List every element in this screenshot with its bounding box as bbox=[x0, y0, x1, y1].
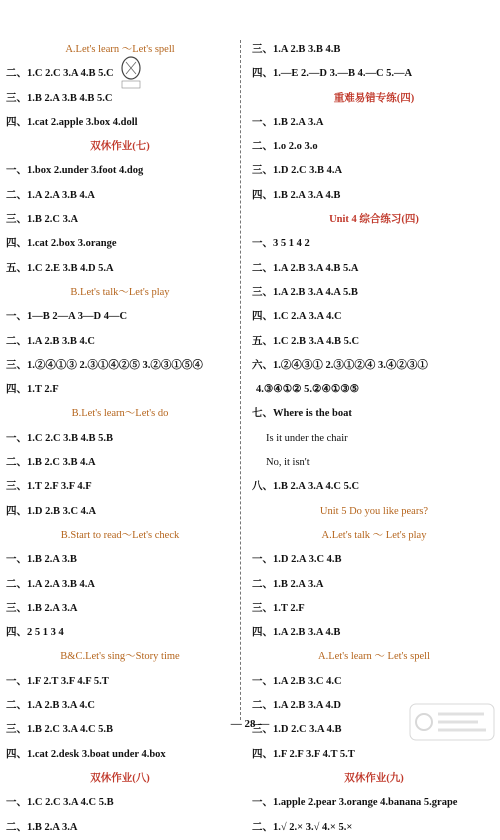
section-header: B.Let's learn～Let's do bbox=[71, 408, 169, 420]
answer-line: 二、1.A 2.B 3.A 4.D bbox=[252, 700, 341, 712]
answer-line: 4.③④①② 5.②④①③⑤ bbox=[256, 384, 360, 396]
answer-line: 四、2 5 1 3 4 bbox=[6, 627, 64, 639]
answer-line: 三、1.B 2.A 3.A bbox=[6, 602, 78, 614]
answer-line: 一、1.B 2.A 3.B bbox=[6, 554, 77, 566]
section-header: B.Start to read～Let's check bbox=[60, 529, 180, 541]
watermark-logo-icon bbox=[408, 700, 496, 744]
answer-line: 四、1.cat 2.desk 3.boat under 4.box bbox=[6, 748, 166, 760]
answer-line: 三、1.D 2.C 3.A 4.B bbox=[252, 724, 342, 736]
answer-line: 三、1.B 2.A 3.B 4.B 5.C bbox=[6, 92, 113, 104]
section-header: A.Let's talk ～ Let's play bbox=[321, 529, 427, 541]
answer-line: 四、1.B 2.A 3.A 4.B bbox=[252, 189, 341, 201]
section-header: Unit 5 Do you like pears? bbox=[319, 505, 429, 517]
answer-line: 四、1.D 2.B 3.C 4.A bbox=[6, 505, 97, 517]
answer-line: No, it isn't bbox=[266, 457, 310, 469]
answer-line: 一、1.C 2.C 3.B 4.B 5.B bbox=[6, 432, 114, 444]
section-header: B.Let's talk～Let's play bbox=[70, 286, 170, 298]
section-header: A.Let's learn ～Let's spell bbox=[65, 44, 175, 55]
section-title: 双休作业(八) bbox=[90, 772, 150, 784]
answer-line: 三、1.A 2.B 3.B 4.B bbox=[252, 44, 341, 55]
answer-line: 五、1.C 2.E 3.B 4.D 5.A bbox=[6, 262, 114, 274]
answer-line: 四、1.T 2.F bbox=[6, 384, 59, 396]
answer-line: 三、1.A 2.B 3.A 4.A 5.B bbox=[252, 286, 358, 298]
section-title: 双休作业(九) bbox=[344, 772, 404, 784]
answer-line: 二、1.o 2.o 3.o bbox=[252, 141, 318, 153]
answer-line: 二、1.A 2.B 3.A 4.B 5.A bbox=[252, 262, 359, 274]
answer-line: 一、1.F 2.T 3.F 4.F 5.T bbox=[6, 675, 109, 687]
answer-line: 二、1.B 2.A 3.A bbox=[252, 578, 324, 590]
answer-line: 四、1.A 2.B 3.A 4.B bbox=[252, 627, 341, 639]
page-number: — 28 — bbox=[230, 718, 270, 730]
answer-line: 一、1.box 2.under 3.foot 4.dog bbox=[6, 165, 144, 177]
answer-line: 一、1.B 2.A 3.A bbox=[252, 116, 324, 128]
answer-line: 一、1.C 2.C 3.A 4.C 5.B bbox=[6, 797, 114, 809]
answer-line: 一、1.D 2.A 3.C 4.B bbox=[252, 554, 342, 566]
answer-line: 二、1.A 2.B 3.B 4.C bbox=[6, 335, 95, 347]
answer-line: 二、1.B 2.A 3.A bbox=[6, 821, 78, 833]
answer-line: 二、1.√ 2.× 3.√ 4.× 5.× bbox=[252, 821, 353, 833]
answer-line: 二、1.A 2.A 3.B 4.A bbox=[6, 189, 95, 201]
answer-line: 四、1.cat 2.box 3.orange bbox=[6, 238, 117, 250]
answer-line: 三、1.②④①③ 2.③①④②⑤ 3.②③①⑤④ bbox=[6, 359, 203, 371]
answer-line: 三、1.T 2.F bbox=[252, 602, 305, 614]
pen-stamp-icon bbox=[118, 56, 144, 90]
answer-line: 一、1.A 2.B 3.C 4.C bbox=[252, 675, 342, 687]
answer-line: 三、1.B 2.C 3.A 4.C 5.B bbox=[6, 724, 114, 736]
answer-line: 七、Where is the boat bbox=[252, 408, 352, 420]
answer-line: 二、1.A 2.B 3.A 4.C bbox=[6, 700, 95, 712]
answer-line: 二、1.B 2.C 3.B 4.A bbox=[6, 457, 96, 469]
answer-line: 二、1.A 2.A 3.B 4.A bbox=[6, 578, 95, 590]
answer-line: 六、1.②④③① 2.③①②④ 3.④②③① bbox=[252, 359, 428, 371]
answer-line: 一、1.apple 2.pear 3.orange 4.banana 5.grape bbox=[252, 797, 458, 809]
column-divider bbox=[240, 40, 241, 720]
section-title: Unit 4 综合练习(四) bbox=[329, 214, 419, 226]
answer-line: Is it under the chair bbox=[266, 432, 348, 444]
answer-line: 三、1.T 2.F 3.F 4.F bbox=[6, 481, 92, 493]
answer-line: 一、1—B 2—A 3—D 4—C bbox=[6, 311, 128, 323]
answer-line: 一、3 5 1 4 2 bbox=[252, 238, 310, 250]
answer-line: 五、1.C 2.B 3.A 4.B 5.C bbox=[252, 335, 360, 347]
section-header: A.Let's learn ～ Let's spell bbox=[318, 651, 430, 663]
answer-line: 八、1.B 2.A 3.A 4.C 5.C bbox=[252, 481, 360, 493]
section-header: B&C.Let's sing～Story time bbox=[60, 651, 180, 663]
answer-line: 三、1.B 2.C 3.A bbox=[6, 214, 79, 226]
answer-line: 四、1.F 2.F 3.F 4.T 5.T bbox=[252, 748, 355, 760]
answer-line: 四、1.C 2.A 3.A 4.C bbox=[252, 311, 342, 323]
answer-line: 三、1.D 2.C 3.B 4.A bbox=[252, 165, 343, 177]
section-title: 重难易错专练(四) bbox=[333, 92, 415, 104]
answer-line: 四、1.cat 2.apple 3.box 4.doll bbox=[6, 116, 138, 128]
section-title: 双休作业(七) bbox=[90, 141, 150, 153]
answer-line: 二、1.C 2.C 3.A 4.B 5.C bbox=[6, 68, 114, 80]
answer-line: 四、1.—E 2.—D 3.—B 4.—C 5.—A bbox=[252, 68, 413, 80]
